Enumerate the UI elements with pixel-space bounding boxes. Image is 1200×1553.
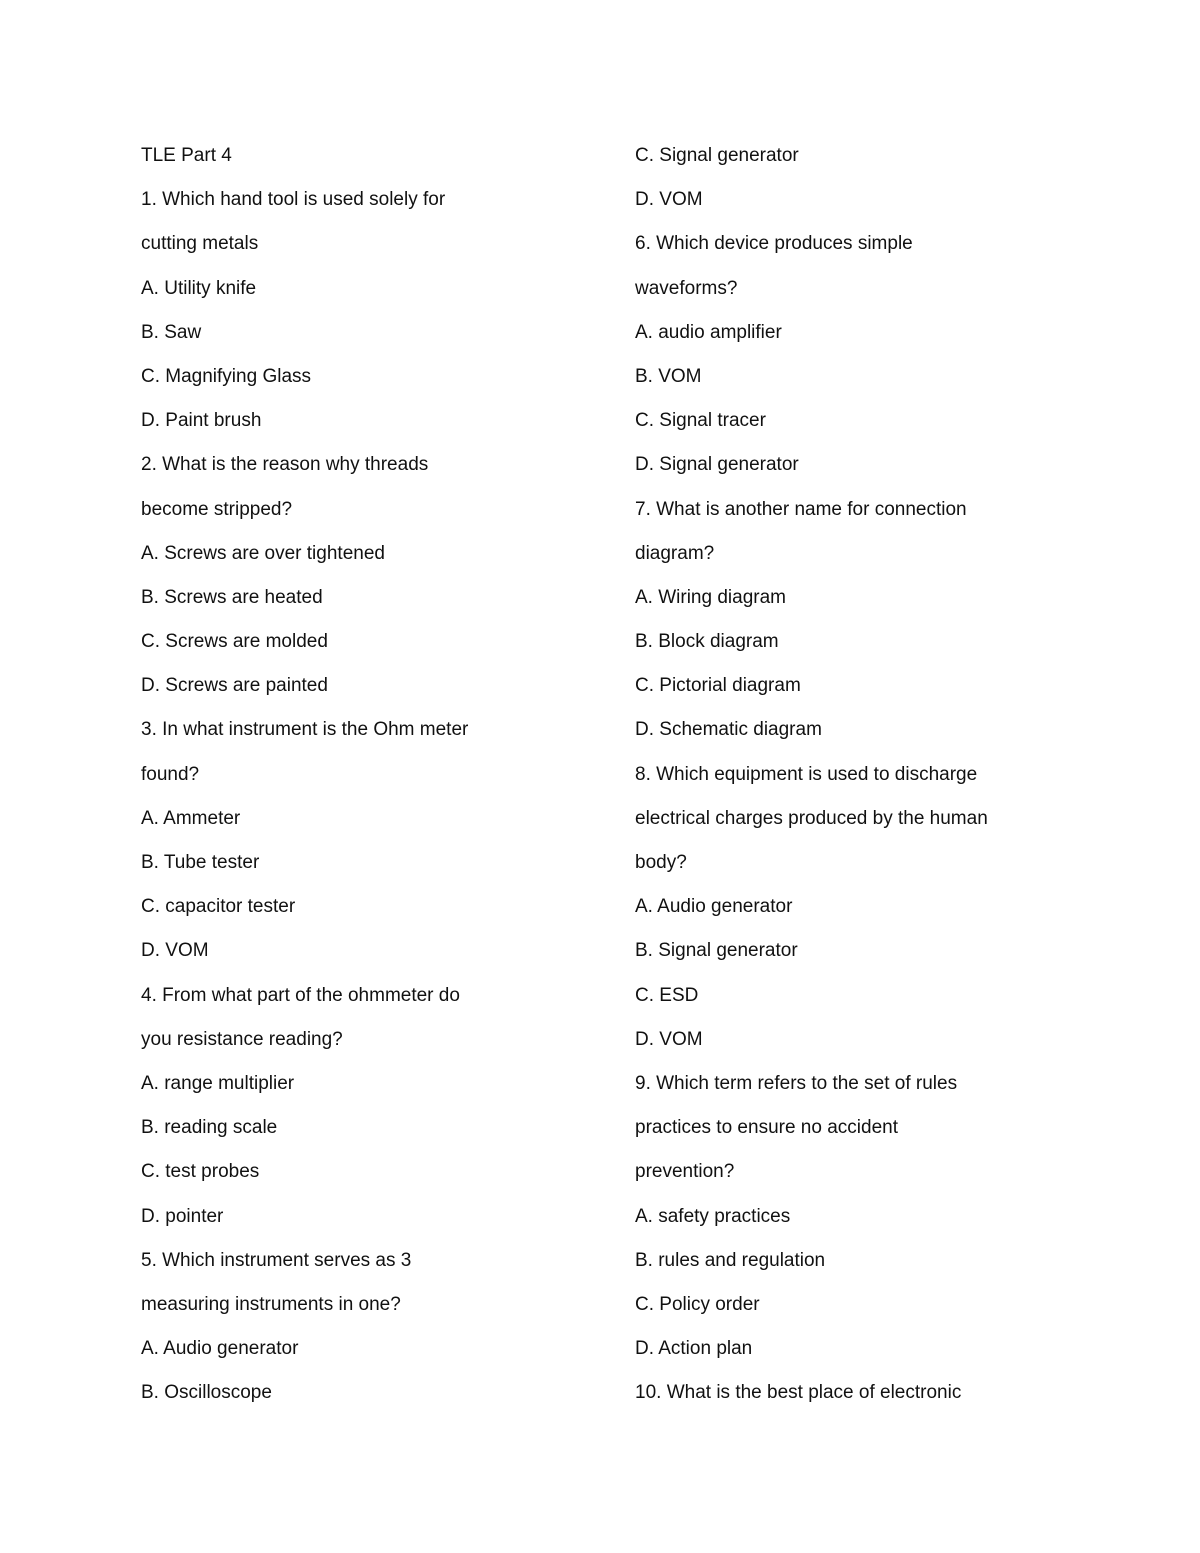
question-3-option-a: A. Ammeter — [141, 807, 241, 829]
question-9-line-2: practices to ensure no accident — [635, 1117, 898, 1139]
question-3-option-c: C. capacitor tester — [141, 896, 296, 918]
question-9-option-d: D. Action plan — [635, 1338, 753, 1360]
question-6-option-b: B. VOM — [635, 365, 702, 387]
question-8-line-2: electrical charges produced by the human — [635, 807, 988, 829]
question-8-option-b: B. Signal generator — [635, 940, 798, 962]
question-9-option-b: B. rules and regulation — [635, 1249, 826, 1271]
question-1-line-2: cutting metals — [141, 233, 259, 255]
question-2-option-a: A. Screws are over tightened — [141, 542, 385, 564]
question-8-option-a: A. Audio generator — [635, 896, 793, 918]
question-5-option-a: A. Audio generator — [141, 1338, 299, 1360]
question-4-option-d: D. pointer — [141, 1205, 224, 1227]
question-10-line-1: 10. What is the best place of electronic — [635, 1382, 962, 1404]
question-5-option-b: B. Oscilloscope — [141, 1382, 272, 1404]
question-6-option-d: D. Signal generator — [635, 454, 799, 476]
question-3-line-1: 3. In what instrument is the Ohm meter — [141, 719, 469, 741]
question-7-option-c: C. Pictorial diagram — [635, 675, 801, 697]
question-5-line-2: measuring instruments in one? — [141, 1293, 401, 1315]
question-5-option-d: D. VOM — [635, 189, 703, 211]
question-9-option-a: A. safety practices — [635, 1205, 791, 1227]
question-5-option-c: C. Signal generator — [635, 145, 799, 166]
question-6-line-1: 6. Which device produces simple — [635, 233, 913, 255]
question-4-line-1: 4. From what part of the ohmmeter do — [141, 984, 460, 1006]
question-3-option-b: B. Tube tester — [141, 852, 260, 873]
question-6-option-a: A. audio amplifier — [635, 321, 782, 343]
question-2-option-c: C. Screws are molded — [141, 631, 328, 653]
question-3-line-2: found? — [141, 763, 200, 785]
question-6-line-2: waveforms? — [635, 277, 738, 299]
question-5-line-1: 5. Which instrument serves as 3 — [141, 1249, 412, 1271]
question-3-option-d: D. VOM — [141, 940, 209, 962]
question-8-line-1: 8. Which equipment is used to discharge — [635, 763, 978, 785]
question-7-option-b: B. Block diagram — [635, 631, 779, 653]
question-7-option-d: D. Schematic diagram — [635, 719, 822, 741]
question-7-option-a: A. Wiring diagram — [635, 586, 786, 608]
question-2-option-b: B. Screws are heated — [141, 586, 323, 608]
question-1-option-a: A. Utility knife — [141, 277, 257, 299]
question-9-line-3: prevention? — [635, 1161, 735, 1183]
question-2-line-1: 2. What is the reason why threads — [141, 454, 429, 476]
question-9-line-1: 9. Which term refers to the set of rules — [635, 1072, 958, 1094]
question-6-option-c: C. Signal tracer — [635, 410, 766, 432]
question-2-option-d: D. Screws are painted — [141, 675, 328, 697]
question-4-option-b: B. reading scale — [141, 1117, 278, 1139]
question-4-line-2: you resistance reading? — [141, 1028, 343, 1050]
question-8-line-3: body? — [635, 852, 687, 873]
question-4-option-c: C. test probes — [141, 1161, 260, 1183]
question-7-line-1: 7. What is another name for connection — [635, 498, 967, 520]
question-1-option-c: C. Magnifying Glass — [141, 365, 312, 387]
question-8-option-d: D. VOM — [635, 1028, 703, 1050]
left-column — [141, 134, 581, 1415]
question-8-option-c: C. ESD — [635, 984, 699, 1006]
question-2-line-2: become stripped? — [141, 498, 293, 520]
question-9-option-c: C. Policy order — [635, 1293, 760, 1315]
question-1-option-d: D. Paint brush — [141, 410, 262, 432]
question-4-option-a: A. range multiplier — [141, 1072, 295, 1094]
question-1-option-b: B. Saw — [141, 321, 202, 343]
document-title: TLE Part 4 — [141, 145, 232, 166]
question-7-line-2: diagram? — [635, 542, 715, 564]
question-1-line-1: 1. Which hand tool is used solely for — [141, 189, 446, 211]
right-column — [635, 134, 1095, 1415]
